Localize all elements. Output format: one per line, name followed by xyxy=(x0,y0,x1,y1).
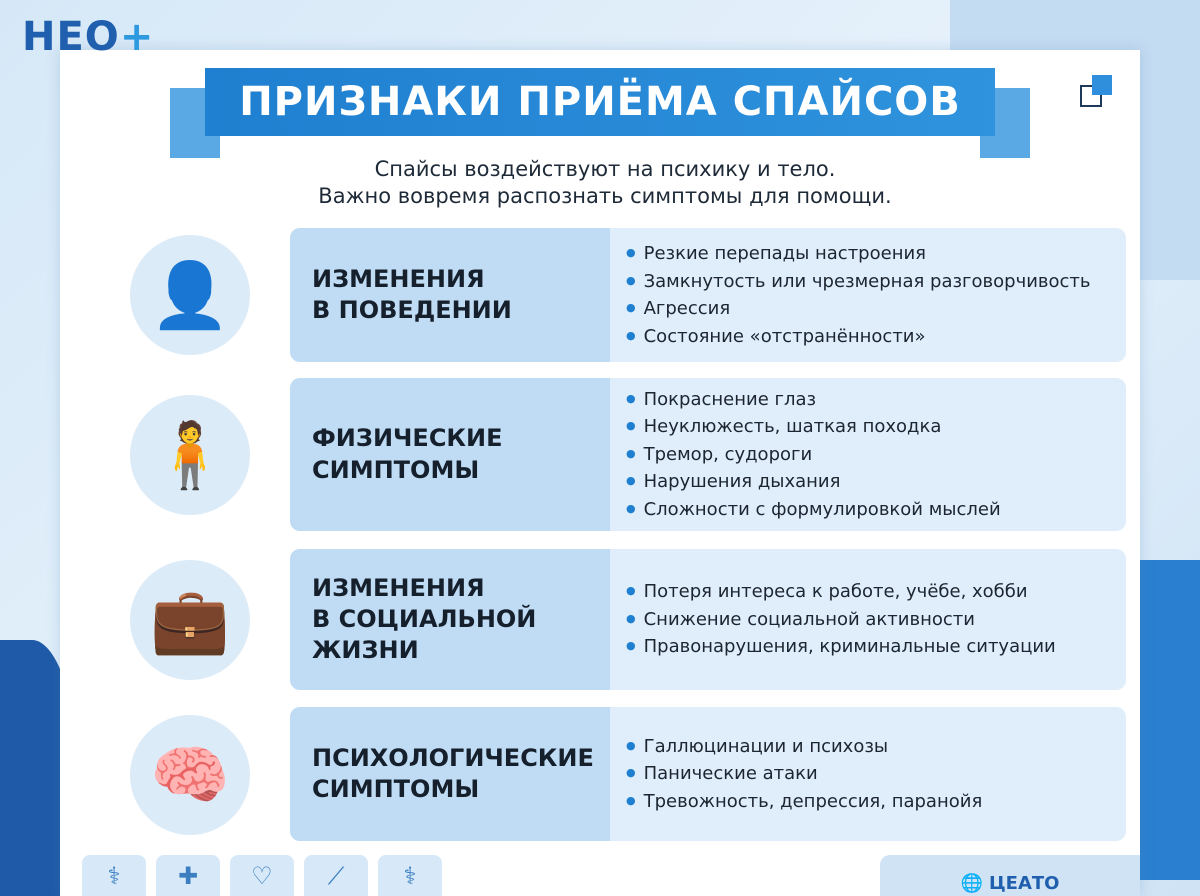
first-aid-kit-icon: ✚ xyxy=(156,855,220,896)
section-behavior xyxy=(290,228,1126,362)
logo: НЕО+ xyxy=(22,14,155,60)
section-label: ПСИХОЛОГИЧЕСКИЕ СИМПТОМЫ xyxy=(290,707,610,841)
square-decoration-icon xyxy=(1092,75,1112,95)
list-item: ● Снижение социальной активности xyxy=(626,606,1126,634)
emblem-icon: 🌐 xyxy=(960,873,983,894)
list-item: ● Покраснение глаз xyxy=(626,386,1126,414)
subtitle-line: Важно вовремя распознать симптомы для помощи. xyxy=(318,184,892,208)
body-red-eye-icon: 🧍 xyxy=(105,380,275,530)
brain-lightning-icon: 🧠 xyxy=(105,700,275,850)
list-item: ● Галлюцинации и психозы xyxy=(626,733,1126,761)
page-title: ПРИЗНАКИ ПРИЁМА СПАЙСОВ xyxy=(205,68,995,136)
caduceus-icon: ⚕ xyxy=(82,855,146,896)
list-item: ● Правонарушения, криминальные ситуации xyxy=(626,633,1126,661)
list-item: ● Неуклюжесть, шаткая походка xyxy=(626,413,1126,441)
list-item: ● Тремор, судороги xyxy=(626,441,1126,469)
bandage-icon: ⟋ xyxy=(304,855,368,896)
symptom-list xyxy=(610,378,1126,531)
broken-connection-briefcase-icon: 💼 xyxy=(105,545,275,695)
section-label: ИЗМЕНЕНИЯ В СОЦИАЛЬНОЙ ЖИЗНИ xyxy=(290,549,610,690)
list-item: ● Нарушения дыхания xyxy=(626,468,1126,496)
symptom-list xyxy=(610,549,1126,690)
subtitle-line: Спайсы воздействуют на психику и тело. xyxy=(374,157,836,181)
list-item: ● Панические атаки xyxy=(626,760,1126,788)
section-label: ФИЗИЧЕСКИЕ СИМПТОМЫ xyxy=(290,378,610,531)
section-label: ИЗМЕНЕНИЯ В ПОВЕДЕНИИ xyxy=(290,228,610,362)
section-psychological xyxy=(290,707,1126,841)
list-item: ● Сложности с формулировкой мыслей xyxy=(626,496,1126,524)
heart-hands-icon: ♡ xyxy=(230,855,294,896)
list-item: ● Состояние «отстранённости» xyxy=(626,323,1126,351)
section-physical xyxy=(290,378,1126,531)
footer-brand: 🌐 ЦЕАТО xyxy=(880,855,1140,896)
list-item: ● Резкие перепады настроения xyxy=(626,240,1126,268)
list-item: ● Агрессия xyxy=(626,295,1126,323)
list-item: ● Замкнутость или чрезмерная разговорчивость xyxy=(626,268,1126,296)
list-item: ● Потеря интереса к работе, учёбе, хобби xyxy=(626,578,1126,606)
list-item: ● Тревожность, депрессия, паранойя xyxy=(626,788,1126,816)
symptom-list xyxy=(610,707,1126,841)
section-social xyxy=(290,549,1126,690)
symptom-list xyxy=(610,228,1126,362)
caduceus-icon: ⚕ xyxy=(378,855,442,896)
emotions-person-icon: 👤 xyxy=(105,220,275,370)
